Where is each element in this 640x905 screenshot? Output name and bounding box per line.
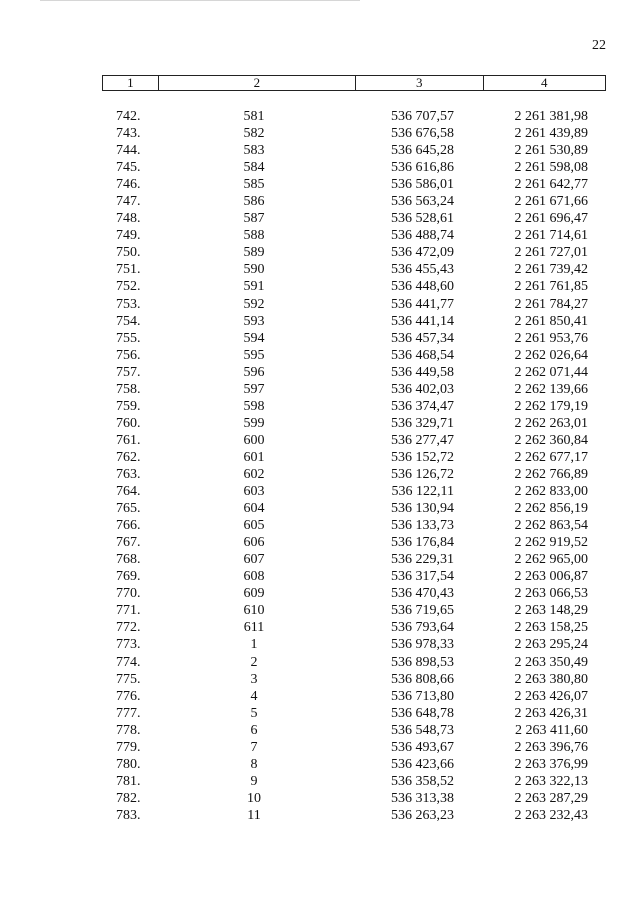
y-coordinate: 2 261 739,42 [514,262,588,278]
y-coordinate: 2 262 863,54 [514,518,588,534]
point-number: 598 [243,398,265,414]
table-row [0,210,640,227]
x-coordinate: 536 441,14 [391,313,454,329]
point-number: 604 [243,501,265,517]
row-number: 752. [116,279,141,295]
x-coordinate: 536 808,66 [391,671,454,687]
row-number: 756. [116,347,141,363]
row-number: 745. [116,160,141,176]
x-coordinate: 536 713,80 [391,688,454,704]
row-number: 783. [116,807,141,823]
row-number: 750. [116,245,141,261]
row-number: 776. [116,688,141,704]
table-row [0,125,640,142]
row-number: 761. [116,432,141,448]
point-number: 607 [243,552,265,568]
row-number: 746. [116,177,141,193]
y-coordinate: 2 261 381,98 [514,109,588,124]
table-row [0,619,640,636]
page-number: 22 [592,38,606,53]
row-number: 760. [116,415,141,431]
x-coordinate: 536 488,74 [391,228,454,244]
y-coordinate: 2 263 380,80 [514,671,588,687]
table-row [0,500,640,517]
point-number: 585 [243,177,265,193]
point-number: 591 [243,279,265,295]
table-row [0,432,640,449]
table-row [0,142,640,159]
y-coordinate: 2 262 856,19 [514,501,588,517]
point-number: 582 [243,126,265,142]
x-coordinate: 536 493,67 [391,739,454,755]
row-number: 768. [116,552,141,568]
x-coordinate: 536 468,54 [391,347,454,363]
point-number: 3 [250,671,258,687]
y-coordinate: 2 262 139,66 [514,381,588,397]
row-number: 775. [116,671,141,687]
y-coordinate: 2 261 530,89 [514,143,588,159]
table-row [0,398,640,415]
y-coordinate: 2 262 263,01 [514,415,588,431]
point-number: 592 [243,296,265,312]
point-number: 599 [243,415,265,431]
column-header-1: 1 [103,76,159,90]
point-number: 602 [243,466,265,482]
table-row [0,722,640,739]
x-coordinate: 536 317,54 [391,569,454,585]
x-coordinate: 536 472,09 [391,245,454,261]
x-coordinate: 536 313,38 [391,790,454,806]
table-row [0,671,640,688]
x-coordinate: 536 648,78 [391,705,454,721]
y-coordinate: 2 262 179,19 [514,398,588,414]
table-row [0,551,640,568]
y-coordinate: 2 261 761,85 [514,279,588,295]
point-number: 593 [243,313,265,329]
y-coordinate: 2 263 295,24 [514,637,588,653]
x-coordinate: 536 277,47 [391,432,454,448]
x-coordinate: 536 263,23 [391,807,454,823]
scan-artifact-line [40,0,360,5]
row-number: 757. [116,364,141,380]
row-number: 759. [116,398,141,414]
point-number: 588 [243,228,265,244]
row-number: 767. [116,535,141,551]
point-number: 600 [243,432,265,448]
table-row [0,296,640,313]
table-row [0,568,640,585]
y-coordinate: 2 262 766,89 [514,466,588,482]
point-number: 610 [243,603,265,619]
column-header-3: 3 [356,76,484,90]
x-coordinate: 536 133,73 [391,518,454,534]
table-row [0,381,640,398]
y-coordinate: 2 261 850,41 [514,313,588,329]
x-coordinate: 536 441,77 [391,296,454,312]
y-coordinate: 2 262 071,44 [514,364,588,380]
y-coordinate: 2 263 396,76 [514,739,588,755]
x-coordinate: 536 130,94 [391,501,454,517]
y-coordinate: 2 263 158,25 [514,620,588,636]
x-coordinate: 536 176,84 [391,535,454,551]
x-coordinate: 536 448,60 [391,279,454,295]
point-number: 2 [250,654,258,670]
point-number: 603 [243,484,265,500]
table-row [0,449,640,466]
row-number: 744. [116,143,141,159]
table-row [0,790,640,807]
table-row [0,654,640,671]
row-number: 782. [116,790,141,806]
x-coordinate: 536 126,72 [391,466,454,482]
point-number: 9 [250,773,258,789]
x-coordinate: 536 586,01 [391,177,454,193]
table-row [0,756,640,773]
table-row [0,807,640,824]
point-number: 596 [243,364,265,380]
point-number: 611 [243,620,265,636]
y-coordinate: 2 261 953,76 [514,330,588,346]
point-number: 581 [243,109,265,124]
point-number: 584 [243,160,265,176]
table-row [0,415,640,432]
table-row [0,227,640,244]
y-coordinate: 2 262 919,52 [514,535,588,551]
row-number: 742. [116,109,141,124]
table-row [0,483,640,500]
row-number: 778. [116,722,141,738]
table-row [0,159,640,176]
point-number: 608 [243,569,265,585]
x-coordinate: 536 707,57 [391,109,454,124]
table-row [0,261,640,278]
y-coordinate: 2 261 671,66 [514,194,588,210]
point-number: 605 [243,518,265,534]
table-row [0,773,640,790]
point-number: 11 [247,807,261,823]
row-number: 777. [116,705,141,721]
x-coordinate: 536 563,24 [391,194,454,210]
row-number: 749. [116,228,141,244]
row-number: 762. [116,449,141,465]
x-coordinate: 536 616,86 [391,160,454,176]
y-coordinate: 2 263 148,29 [514,603,588,619]
table-row [0,705,640,722]
x-coordinate: 536 645,28 [391,143,454,159]
row-number: 763. [116,466,141,482]
row-number: 764. [116,484,141,500]
y-coordinate: 2 263 426,07 [514,688,588,704]
row-number: 753. [116,296,141,312]
table-row [0,534,640,551]
x-coordinate: 536 676,58 [391,126,454,142]
y-coordinate: 2 263 287,29 [514,790,588,806]
row-number: 769. [116,569,141,585]
table-row [0,636,640,653]
y-coordinate: 2 263 411,60 [515,722,588,738]
table-row [0,517,640,534]
x-coordinate: 536 152,72 [391,449,454,465]
point-number: 606 [243,535,265,551]
table-row [0,176,640,193]
y-coordinate: 2 261 784,27 [514,296,588,312]
row-number: 747. [116,194,141,210]
table-row [0,193,640,210]
row-number: 774. [116,654,141,670]
table-row [0,364,640,381]
x-coordinate: 536 374,47 [391,398,454,414]
table-row [0,688,640,705]
point-number: 595 [243,347,265,363]
x-coordinate: 536 229,31 [391,552,454,568]
y-coordinate: 2 262 677,17 [514,449,588,465]
coordinates-table-body [0,108,640,824]
point-number: 597 [243,381,265,397]
column-header-2: 2 [159,76,356,90]
y-coordinate: 2 261 727,01 [514,245,588,261]
x-coordinate: 536 793,64 [391,620,454,636]
x-coordinate: 536 358,52 [391,773,454,789]
y-coordinate: 2 263 426,31 [514,705,588,721]
table-row [0,108,640,125]
y-coordinate: 2 261 642,77 [514,177,588,193]
point-number: 594 [243,330,265,346]
point-number: 589 [243,245,265,261]
y-coordinate: 2 262 965,00 [514,552,588,568]
row-number: 758. [116,381,141,397]
row-number: 748. [116,211,141,227]
table-row [0,313,640,330]
row-number: 770. [116,586,141,602]
y-coordinate: 2 263 232,43 [514,807,588,823]
point-number: 590 [243,262,265,278]
point-number: 1 [250,637,258,653]
point-number: 5 [250,705,258,721]
point-number: 583 [243,143,265,159]
row-number: 755. [116,330,141,346]
point-number: 587 [243,211,265,227]
y-coordinate: 2 261 439,89 [514,126,588,142]
y-coordinate: 2 263 376,99 [514,756,588,772]
y-coordinate: 2 263 006,87 [514,569,588,585]
table-row [0,466,640,483]
y-coordinate: 2 263 350,49 [514,654,588,670]
y-coordinate: 2 261 598,08 [514,160,588,176]
table-row [0,585,640,602]
table-row [0,347,640,364]
point-number: 6 [250,722,258,738]
x-coordinate: 536 423,66 [391,756,454,772]
row-number: 772. [116,620,141,636]
x-coordinate: 536 978,33 [391,637,454,653]
x-coordinate: 536 455,43 [391,262,454,278]
y-coordinate: 2 263 322,13 [514,773,588,789]
point-number: 609 [243,586,265,602]
column-header-4: 4 [541,75,548,90]
x-coordinate: 536 457,34 [391,330,454,346]
x-coordinate: 536 548,73 [391,722,454,738]
y-coordinate: 2 262 833,00 [514,484,588,500]
row-number: 771. [116,603,141,619]
point-number: 586 [243,194,265,210]
row-number: 779. [116,739,141,755]
point-number: 7 [250,739,258,755]
row-number: 773. [116,637,141,653]
x-coordinate: 536 449,58 [391,364,454,380]
table-row [0,278,640,295]
y-coordinate: 2 263 066,53 [514,586,588,602]
point-number: 10 [247,790,261,806]
table-row [0,739,640,756]
row-number: 743. [116,126,141,142]
y-coordinate: 2 262 026,64 [514,347,588,363]
row-number: 766. [116,518,141,534]
x-coordinate: 536 719,65 [391,603,454,619]
row-number: 765. [116,501,141,517]
table-header [102,75,606,91]
table-row [0,330,640,347]
y-coordinate: 2 261 714,61 [514,228,588,244]
point-number: 4 [250,688,258,704]
x-coordinate: 536 122,11 [391,484,454,500]
row-number: 751. [116,262,141,278]
row-number: 781. [116,773,141,789]
x-coordinate: 536 528,61 [391,211,454,227]
row-number: 754. [116,313,141,329]
table-row [0,602,640,619]
y-coordinate: 2 261 696,47 [514,211,588,227]
x-coordinate: 536 402,03 [391,381,454,397]
point-number: 601 [243,449,265,465]
row-number: 780. [116,756,141,772]
table-row [0,244,640,261]
y-coordinate: 2 262 360,84 [514,432,588,448]
x-coordinate: 536 898,53 [391,654,454,670]
x-coordinate: 536 470,43 [391,586,454,602]
point-number: 8 [250,756,258,772]
x-coordinate: 536 329,71 [391,415,454,431]
